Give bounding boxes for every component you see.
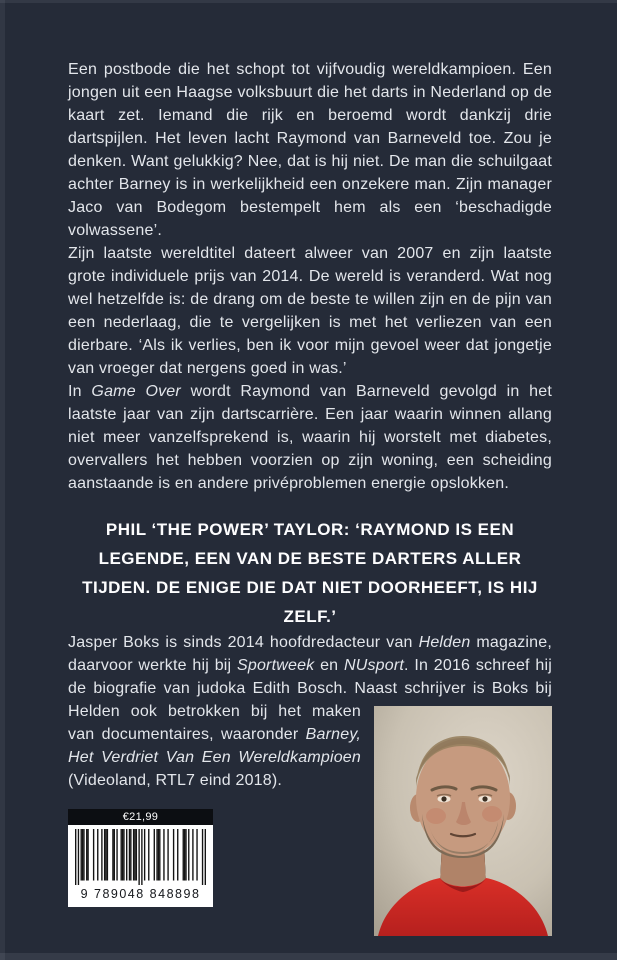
author-bio-part2: magazine, daarvoor werkte hij bij <box>68 634 553 674</box>
barcode-bars <box>75 829 206 885</box>
synopsis-paragraph-1 <box>68 58 552 242</box>
barcode-block <box>68 809 213 907</box>
synopsis-paragraph-3-rest: wordt Raymond van Barneveld gevolgd in het laatste jaar van zijn dartscarrière. Een jaar waarin winnen allang niet meer vanzelfsprekend is, waarin hij worstelt met diabetes, overvallers het hebben voorzien op zijn woning, een scheiding aanstaande is en andere privéproblemen energie opslokken. <box>68 383 553 492</box>
synopsis-paragraph-3 <box>68 380 552 495</box>
author-bio-part3: en <box>314 657 344 674</box>
documentary-title: Barney, Het Verdriet Van Een Wereldkampioen <box>68 726 361 766</box>
author-portrait-illustration <box>374 706 552 936</box>
page-edge-bottom <box>0 953 617 960</box>
page-edge-top <box>0 0 617 3</box>
synopsis-paragraph-2 <box>68 242 552 380</box>
taylor-endorsement-quote-text: PHIL ‘THE POWER’ TAYLOR: ‘RAYMOND IS EEN LEGENDE, EEN VAN DE BESTE DARTERS ALLER TIJDEN. DE ENIGE DIE DAT NIET DOORHEEFT, IS HIJ ZELF.’ <box>82 520 538 626</box>
magazine-name-nusport: NUsport <box>343 657 405 674</box>
price-label: €21,99 <box>68 809 213 825</box>
magazine-name-sportweek: Sportweek <box>236 657 315 674</box>
book-title: Game Over <box>91 383 181 400</box>
author-photo <box>374 706 552 936</box>
synopsis-paragraph-1-text: Een postbode die het schopt tot vijfvoudig wereldkampioen. Een jongen uit een Haagse volksbuurt die het darts in Nederland op de kaart zet. Iemand die rijk en beroemd wordt dankzij drie dartspijlen. Het leven lacht Raymond van Barneveld toe. Zou je denken. Want gelukkig? Nee, dat is hij niet. De man die schuilgaat achter Barney is in werkelijkheid een onzekere man. Zijn manager Jaco van Bodegom bestempelt hem als een ‘beschadigde volwassene’. <box>68 61 552 239</box>
page-edge-left <box>0 0 5 960</box>
author-bio-part5: (Videoland, RTL7 eind 2018). <box>68 772 283 789</box>
taylor-endorsement-quote <box>68 515 552 631</box>
isbn-number: 9 789048 848898 <box>80 887 201 901</box>
barcode-box <box>68 825 213 907</box>
magazine-name-helden: Helden <box>418 634 471 651</box>
author-bio-part1: Jasper Boks is sinds 2014 hoofdredacteur van <box>68 634 419 651</box>
author-bio-part4: . In 2016 schreef hij de biografie van judoka Edith Bosch. Naast schrijver is Boks bij Helden ook betrokken bij het maken van documentaires, waaronder <box>68 657 552 743</box>
cover-text-block <box>68 58 552 936</box>
synopsis-paragraph-2-text: Zijn laatste wereldtitel dateert alweer van 2007 en zijn laatste grote individuele prijs van 2014. De wereld is veranderd. Wat nog wel hetzelfde is: de drang om de beste te willen zijn en de pijn van een nederlaag, die te vergelijken is met het verliezen van een dierbare. ‘Als ik verlies, ben ik voor mijn gevoel weer dat jongetje van vroeger dat nergens goed in was.’ <box>68 245 552 377</box>
synopsis-paragraph-3-prefix: In <box>68 383 92 400</box>
author-bio <box>68 631 552 792</box>
